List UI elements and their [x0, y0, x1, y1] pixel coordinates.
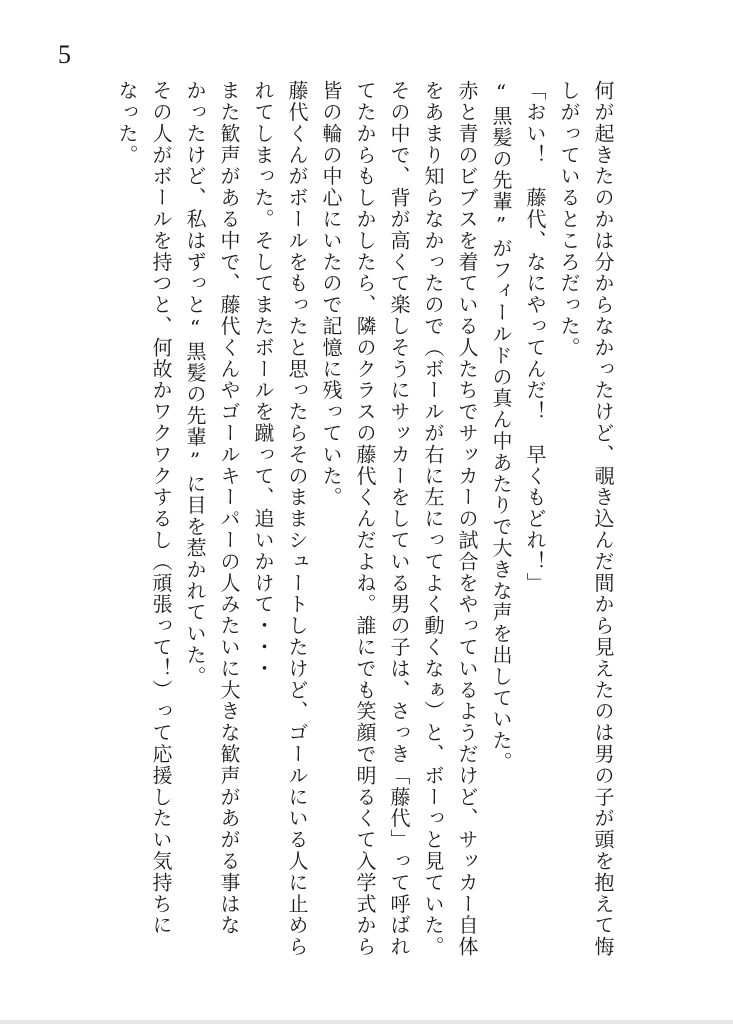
- text-line: かったけど、私はずっと“黒髪の先輩”に目を惹かれていた。: [183, 80, 207, 688]
- text-line: をあまり知らなかったので（ボールが右に左にってよく動くなぁ）と、ボーっと見ていた。: [421, 80, 445, 958]
- text-line: てたからもしかしたら、隣のクラスの藤代くんだよね。誰にでも笑顔で明るくて入学式から: [353, 80, 377, 958]
- text-line: 「おい！ 藤代、なにやってんだ！ 早くもどれ！」: [523, 80, 547, 594]
- text-line: “黒髪の先輩”がフィールドの真ん中あたりで大きな声を出していた。: [489, 80, 513, 773]
- text-line: しがっているところだった。: [557, 80, 581, 359]
- text-line: その中で、背が高くて楽しそうにサッカーをしている男の子は、さっき「藤代」って呼ばれ: [387, 80, 411, 958]
- text-line: なった。: [115, 80, 139, 166]
- text-line: 赤と青のビブスを着ている人たちでサッカーの試合をやっているようだけど、サッカー自体: [455, 80, 479, 958]
- page-bottom-edge: [0, 1020, 733, 1024]
- page-number: 5: [58, 40, 71, 69]
- text-line: また歓声がある中で、藤代くんやゴールキーパーの人みたいに大きな歓声があがる事はな: [217, 80, 241, 936]
- text-line: れてしまった。そしてまたボールを蹴って、追いかけて・・・: [251, 80, 275, 680]
- text-line: 藤代くんがボールをもったと思ったらそのままシュートしたけど、ゴールにいる人に止めら: [285, 80, 309, 958]
- vertical-text-body: [60, 80, 620, 970]
- text-line: その人がボールを持つと、何故かワクワクするし（頑張って！）って応援したい気持ちに: [149, 80, 173, 936]
- text-line: 皆の輪の中心にいたので記憶に残っていた。: [319, 80, 343, 508]
- text-line: 何が起きたのかは分からなかったけど、覗き込んだ間から見えたのは男の子が頭を抱えて悔: [591, 80, 615, 958]
